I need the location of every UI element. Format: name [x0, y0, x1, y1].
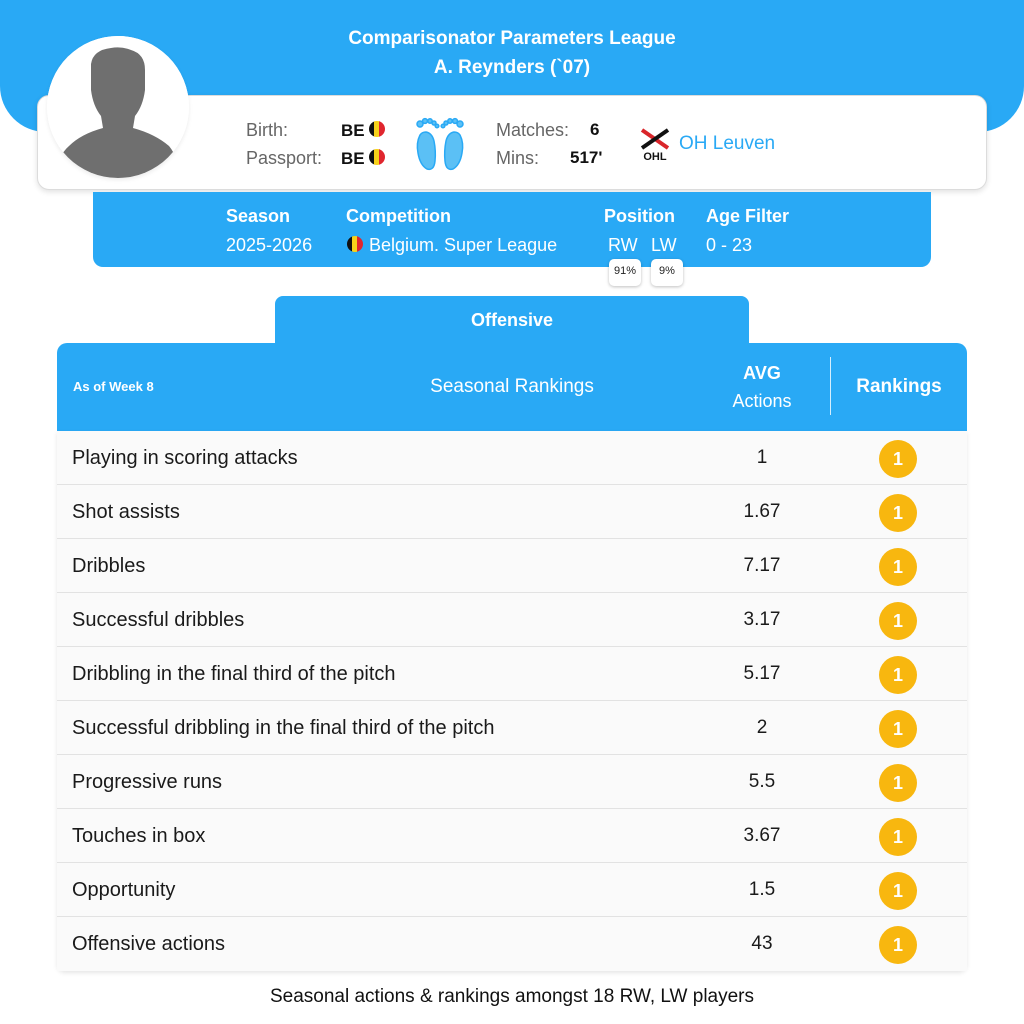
- club-abbr: OHL: [643, 151, 667, 163]
- player-title: A. Reynders (`07): [433, 57, 591, 78]
- metric-avg: 1.5: [748, 879, 776, 900]
- position-rw[interactable]: RW: [608, 235, 638, 255]
- metric-name: Successful dribbling in the final third of the pitch: [72, 717, 495, 739]
- passport-label: Passport:: [246, 148, 323, 168]
- metric-name: Dribbling in the final third of the pitch: [72, 663, 396, 685]
- position-lw[interactable]: LW: [651, 235, 677, 255]
- rank-badge: 1: [879, 440, 917, 478]
- passport-value: BE: [341, 149, 365, 168]
- table-row[interactable]: [57, 701, 967, 755]
- position-label: Position: [604, 206, 675, 226]
- metric-name: Successful dribbles: [72, 609, 245, 631]
- season-value[interactable]: 2025-2026: [226, 235, 313, 255]
- metric-avg: 7.17: [743, 555, 781, 576]
- metric-avg: 3.17: [743, 609, 781, 630]
- position-lw-pct: 9%: [651, 259, 683, 286]
- matches-label: Matches:: [496, 120, 570, 140]
- table-row[interactable]: [57, 917, 967, 971]
- rankings-table: [57, 431, 967, 971]
- player-avatar: [47, 36, 189, 178]
- table-row[interactable]: [57, 809, 967, 863]
- metric-avg: 5.17: [743, 663, 781, 684]
- birth-value: BE: [341, 121, 365, 140]
- table-row[interactable]: [57, 485, 967, 539]
- belgium-flag-icon: [369, 149, 385, 165]
- metric-avg: 1: [756, 447, 768, 468]
- table-row[interactable]: [57, 539, 967, 593]
- tab-offensive[interactable]: Offensive: [275, 296, 749, 346]
- metric-name: Opportunity: [72, 879, 176, 901]
- age-filter-value[interactable]: 0 - 23: [706, 235, 753, 255]
- rank-badge: 1: [879, 818, 917, 856]
- table-row[interactable]: [57, 431, 967, 485]
- footer-caption: Seasonal actions & rankings amongst 18 RW, LW players: [269, 986, 755, 1007]
- rank-badge: 1: [879, 602, 917, 640]
- metric-avg: 1.67: [743, 501, 781, 522]
- metric-name: Dribbles: [72, 555, 146, 577]
- metric-name: Touches in box: [72, 825, 206, 847]
- season-label: Season: [226, 206, 291, 226]
- rank-badge: 1: [879, 764, 917, 802]
- metric-avg: 3.67: [743, 825, 781, 846]
- rank-badge: 1: [879, 656, 917, 694]
- rank-badge: 1: [879, 710, 917, 748]
- metric-name: Playing in scoring attacks: [72, 447, 298, 469]
- rank-badge: 1: [879, 494, 917, 532]
- metric-avg: 43: [751, 933, 773, 954]
- rank-badge: 1: [879, 926, 917, 964]
- actions-label: Actions: [732, 391, 792, 411]
- metric-avg: 2: [756, 717, 768, 738]
- position-rw-pct: 91%: [609, 259, 641, 286]
- metric-name: Progressive runs: [72, 771, 223, 793]
- feet-icon: [410, 113, 470, 173]
- metric-avg: 5.5: [748, 771, 776, 792]
- club-name-link[interactable]: OH Leuven: [679, 133, 776, 154]
- competition-value[interactable]: Belgium. Super League: [369, 235, 558, 255]
- metric-name: Shot assists: [72, 501, 180, 523]
- rank-badge: 1: [879, 872, 917, 910]
- matches-value: 6: [590, 120, 600, 139]
- table-row[interactable]: [57, 755, 967, 809]
- table-row[interactable]: [57, 863, 967, 917]
- league-title: Comparisonator Parameters League: [348, 28, 676, 49]
- belgium-flag-icon: [369, 121, 385, 137]
- avg-label: AVG: [743, 363, 781, 383]
- table-row[interactable]: [57, 647, 967, 701]
- mins-value: 517': [570, 148, 603, 167]
- table-row[interactable]: [57, 593, 967, 647]
- table-header: [57, 343, 967, 431]
- rank-badge: 1: [879, 548, 917, 586]
- metric-name: Offensive actions: [72, 933, 226, 955]
- week-label: As of Week 8: [73, 379, 154, 394]
- competition-label: Competition: [346, 206, 451, 226]
- club-logo-icon: [638, 124, 672, 164]
- belgium-flag-icon: [347, 236, 363, 252]
- birth-label: Birth:: [246, 120, 289, 140]
- avatar-silhouette-icon: [47, 36, 189, 178]
- seasonal-rankings-label: Seasonal Rankings: [430, 376, 594, 397]
- mins-label: Mins:: [496, 148, 540, 168]
- rankings-label: Rankings: [856, 376, 942, 397]
- age-filter-label: Age Filter: [706, 206, 790, 226]
